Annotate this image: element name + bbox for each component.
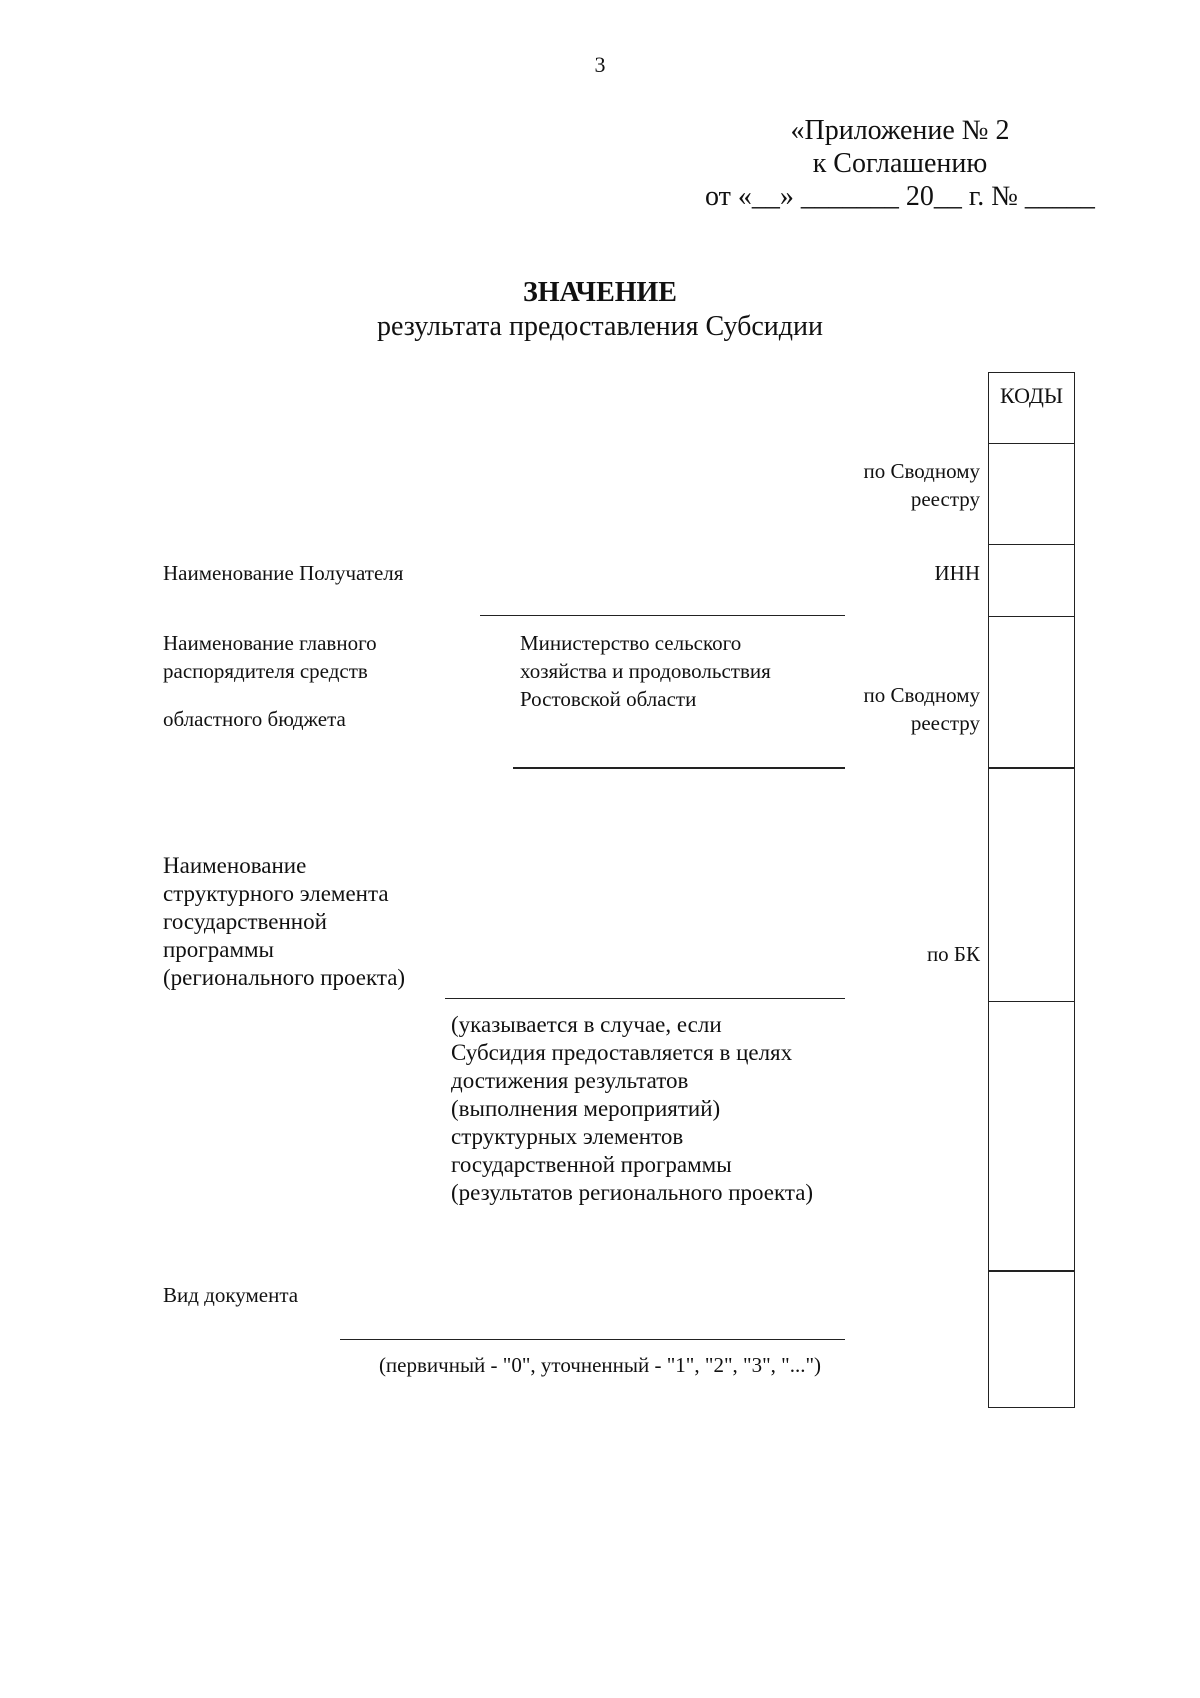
- codes-table: [988, 372, 1075, 1408]
- ministry-name-line2: хозяйства и продовольствия: [520, 659, 771, 683]
- chief-manager-label-line1: Наименование главного: [163, 631, 377, 655]
- ministry-name-line1: Министерство сельского: [520, 631, 742, 655]
- recipient-underline: [480, 615, 845, 616]
- chief-manager-label: [163, 629, 483, 733]
- bk-label: по БК: [926, 942, 980, 966]
- svod-registry-label-1: [790, 457, 980, 513]
- note-line7: (результатов регионального проекта): [451, 1180, 814, 1205]
- svod-registry-label-1-line2: реестру: [910, 487, 980, 511]
- document-title: ЗНАЧЕНИЕ: [523, 277, 677, 308]
- svod-registry-label-1-line1: по Сводному: [863, 459, 980, 483]
- codes-header: КОДЫ: [999, 383, 1064, 408]
- ministry-name: [520, 629, 850, 713]
- note-line2: Субсидия предоставляется в целях: [451, 1040, 793, 1065]
- svod-registry-label-2-line1: по Сводному: [863, 683, 980, 707]
- code-cell-inn[interactable]: [989, 545, 1074, 617]
- page-number: 3: [594, 52, 606, 77]
- ministry-name-line3: Ростовской области: [520, 687, 697, 711]
- note-line5: структурных элементов: [451, 1124, 684, 1149]
- note-line4: (выполнения мероприятий): [451, 1096, 721, 1121]
- codes-header-cell: [989, 373, 1074, 444]
- ministry-underline: [513, 767, 845, 769]
- document-subtitle: результата предоставления Субсидии: [377, 311, 823, 342]
- chief-manager-label-line2: распорядителя средств: [163, 659, 368, 683]
- structural-element-underline: [445, 998, 845, 999]
- note-line3: достижения результатов: [451, 1068, 689, 1093]
- doc-type-hint: (первичный - "0", уточненный - "1", "2", "3", "..."): [378, 1353, 822, 1377]
- inn-label: ИНН: [934, 561, 980, 585]
- structural-element-label-line4: программы: [163, 937, 275, 962]
- recipient-label: Наименование Получателя: [163, 561, 404, 585]
- structural-element-label-line5: (регионального проекта): [163, 965, 406, 990]
- annex-date-number: от «__» _______ 20__ г. № _____: [705, 181, 1095, 212]
- structural-element-label-line2: структурного элемента: [163, 881, 389, 906]
- code-cell-svod-1[interactable]: [989, 444, 1074, 545]
- structural-element-label-line3: государственной: [163, 909, 327, 934]
- code-cell-empty[interactable]: [989, 1002, 1074, 1272]
- code-cell-svod-2[interactable]: [989, 617, 1074, 769]
- code-cell-bk[interactable]: [989, 769, 1074, 1002]
- code-cell-doc-type[interactable]: [989, 1272, 1074, 1407]
- annex-title: «Приложение № 2: [790, 115, 1010, 146]
- annex-subtitle: к Соглашению: [812, 148, 988, 179]
- structural-element-note: [451, 1011, 851, 1207]
- doc-type-underline: [340, 1339, 845, 1340]
- note-line1: (указывается в случае, если: [451, 1012, 722, 1037]
- structural-element-label: [163, 852, 463, 992]
- structural-element-label-line1: Наименование: [163, 853, 307, 878]
- note-line6: государственной программы: [451, 1152, 732, 1177]
- svod-registry-label-2-line2: реестру: [910, 711, 980, 735]
- doc-type-label: Вид документа: [163, 1283, 299, 1307]
- chief-manager-label-line3: областного бюджета: [163, 707, 346, 731]
